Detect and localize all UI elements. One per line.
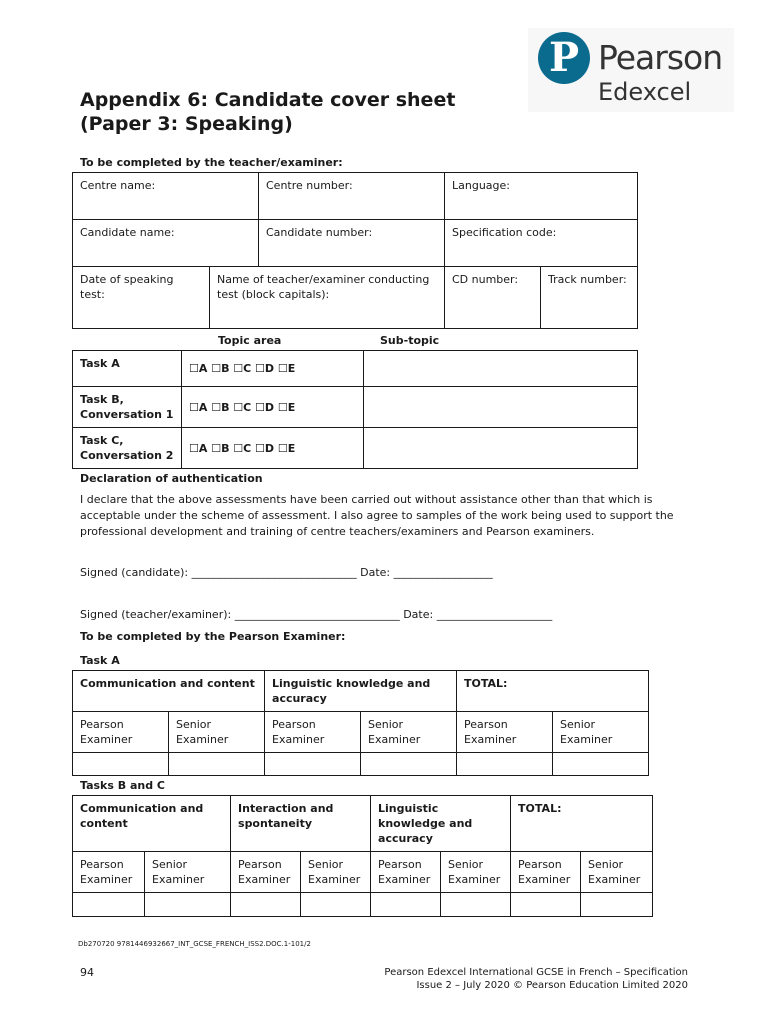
sub-topic-header: Sub-topic <box>380 334 440 347</box>
mark-cell[interactable] <box>371 893 441 917</box>
mark-cell[interactable] <box>511 893 581 917</box>
page-number: 94 <box>80 966 94 979</box>
mark-cell[interactable] <box>265 753 361 776</box>
senior-examiner-header: Senior Examiner <box>581 852 653 893</box>
teacher-section-heading: To be completed by the teacher/examiner: <box>80 156 343 169</box>
mark-cell[interactable] <box>441 893 511 917</box>
logo-text-edexcel: Edexcel <box>598 78 692 106</box>
task-bc-marks-heading: Tasks B and C <box>80 779 165 792</box>
pearson-edexcel-logo <box>528 28 734 112</box>
task-b-label: Task B, Conversation 1 <box>73 387 182 428</box>
pearson-examiner-header: Pearson Examiner <box>371 852 441 893</box>
pearson-examiner-header: Pearson Examiner <box>231 852 301 893</box>
mark-cell[interactable] <box>231 893 301 917</box>
senior-examiner-header: Senior Examiner <box>553 712 649 753</box>
task-a-marks-heading: Task A <box>80 654 120 667</box>
task-a-communication-header: Communication and content <box>73 671 265 712</box>
track-number-field[interactable]: Track number: <box>541 267 638 329</box>
task-a-marks-table <box>72 670 649 776</box>
senior-examiner-header: Senior Examiner <box>361 712 457 753</box>
task-a-label: Task A <box>73 351 182 387</box>
pearson-examiner-header: Pearson Examiner <box>265 712 361 753</box>
pearson-examiner-header: Pearson Examiner <box>73 712 169 753</box>
centre-name-field[interactable]: Centre name: <box>73 173 259 220</box>
declaration-heading: Declaration of authentication <box>80 472 263 485</box>
senior-examiner-header: Senior Examiner <box>301 852 371 893</box>
task-a-total-header: TOTAL: <box>457 671 649 712</box>
task-b-topic-checkboxes[interactable]: ☐A ☐B ☐C ☐D ☐E <box>182 387 364 428</box>
mark-cell[interactable] <box>301 893 371 917</box>
task-topic-table <box>72 350 638 469</box>
footer-publication-info: Pearson Edexcel International GCSE in French – Specification Issue 2 – July 2020 © Pearson Education Limited 2020 <box>384 967 688 991</box>
specification-code-field[interactable]: Specification code: <box>445 220 638 267</box>
pearson-examiner-header: Pearson Examiner <box>457 712 553 753</box>
mark-cell[interactable] <box>361 753 457 776</box>
date-of-test-field[interactable]: Date of speaking test: <box>73 267 210 329</box>
pearson-logo-icon: P <box>538 32 590 84</box>
candidate-name-field[interactable]: Candidate name: <box>73 220 259 267</box>
signed-teacher-line[interactable]: Signed (teacher/examiner): ______________________________ Date: _____________________ <box>80 608 553 621</box>
task-c-subtopic-field[interactable] <box>364 428 638 469</box>
pearson-section-heading: To be completed by the Pearson Examiner: <box>80 630 346 643</box>
candidate-info-table <box>72 172 638 329</box>
task-a-topic-checkboxes[interactable]: ☐A ☐B ☐C ☐D ☐E <box>182 351 364 387</box>
pearson-examiner-header: Pearson Examiner <box>511 852 581 893</box>
task-b-subtopic-field[interactable] <box>364 387 638 428</box>
task-a-subtopic-field[interactable] <box>364 351 638 387</box>
task-bc-interaction-header: Interaction and spontaneity <box>231 796 371 852</box>
teacher-name-field[interactable]: Name of teacher/examiner conducting test (block capitals): <box>210 267 445 329</box>
mark-cell[interactable] <box>581 893 653 917</box>
task-bc-linguistic-header: Linguistic knowledge and accuracy <box>371 796 511 852</box>
mark-cell[interactable] <box>457 753 553 776</box>
task-a-linguistic-header: Linguistic knowledge and accuracy <box>265 671 457 712</box>
mark-cell[interactable] <box>73 753 169 776</box>
mark-cell[interactable] <box>169 753 265 776</box>
senior-examiner-header: Senior Examiner <box>145 852 231 893</box>
topic-area-header: Topic area <box>218 334 282 347</box>
senior-examiner-header: Senior Examiner <box>169 712 265 753</box>
document-code: Db270720 9781446932667_INT_GCSE_FRENCH_ISS2.DOC.1-101/2 <box>78 940 311 948</box>
task-bc-marks-table <box>72 795 653 917</box>
cd-number-field[interactable]: CD number: <box>445 267 541 329</box>
task-c-topic-checkboxes[interactable]: ☐A ☐B ☐C ☐D ☐E <box>182 428 364 469</box>
mark-cell[interactable] <box>145 893 231 917</box>
senior-examiner-header: Senior Examiner <box>441 852 511 893</box>
signed-candidate-line[interactable]: Signed (candidate): ______________________________ Date: __________________ <box>80 566 493 579</box>
centre-number-field[interactable]: Centre number: <box>259 173 445 220</box>
task-bc-total-header: TOTAL: <box>511 796 653 852</box>
logo-text-pearson: Pearson <box>598 38 723 77</box>
mark-cell[interactable] <box>73 893 145 917</box>
candidate-number-field[interactable]: Candidate number: <box>259 220 445 267</box>
task-bc-communication-header: Communication and content <box>73 796 231 852</box>
task-c-label: Task C, Conversation 2 <box>73 428 182 469</box>
language-field[interactable]: Language: <box>445 173 638 220</box>
declaration-text: I declare that the above assessments have been carried out without assistance other than that which is acceptable under the scheme of assessment. I also agree to samples of the work being used to support the professional development and training of centre teachers/examiners and Pearson examiners. <box>80 493 674 538</box>
pearson-examiner-header: Pearson Examiner <box>73 852 145 893</box>
page-title: Appendix 6: Candidate cover sheet (Paper 3: Speaking) <box>80 89 456 135</box>
mark-cell[interactable] <box>553 753 649 776</box>
